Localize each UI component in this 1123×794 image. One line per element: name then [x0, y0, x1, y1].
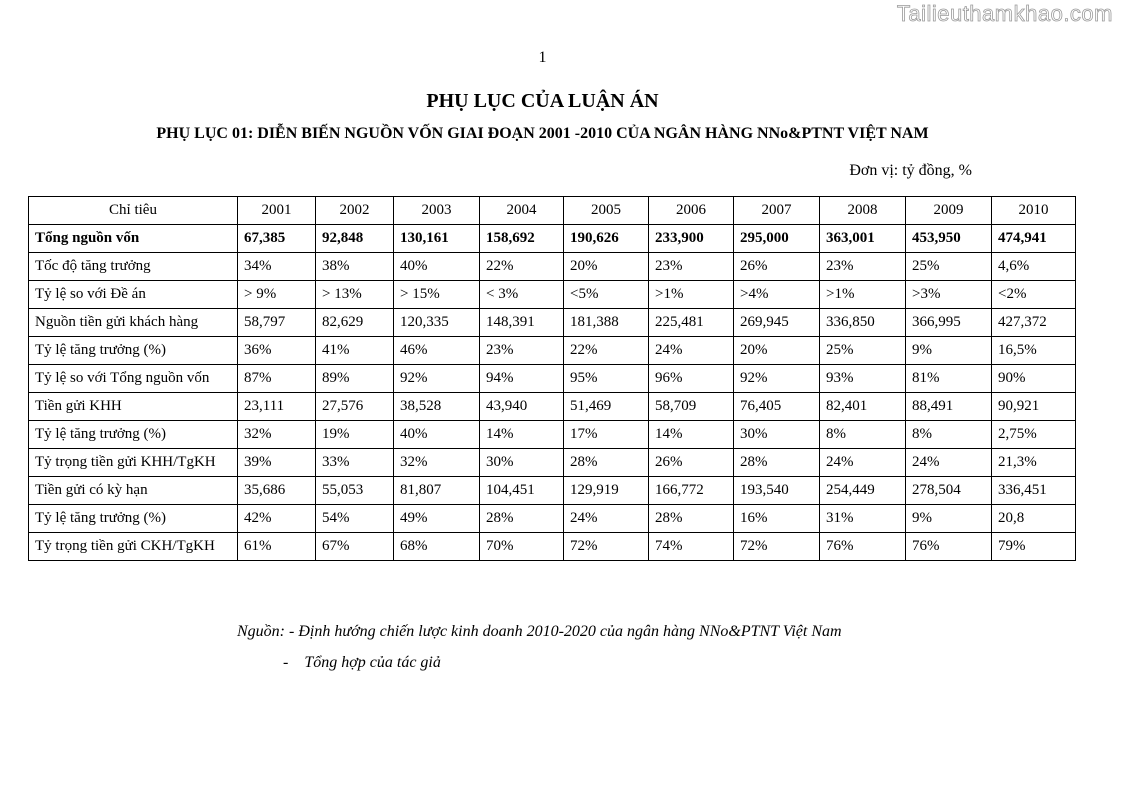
- table-cell: 28%: [734, 449, 820, 477]
- table-cell: 22%: [480, 253, 564, 281]
- table-cell: 88,491: [906, 393, 992, 421]
- table-cell: 94%: [480, 365, 564, 393]
- table-row: [29, 505, 1076, 533]
- table-cell: > 15%: [394, 281, 480, 309]
- table-cell: 46%: [394, 337, 480, 365]
- table-cell: 363,001: [820, 225, 906, 253]
- table-cell: 26%: [734, 253, 820, 281]
- table-cell: 90,921: [992, 393, 1076, 421]
- table-row: [29, 309, 1076, 337]
- table-cell: 72%: [564, 533, 649, 561]
- table-row: [29, 449, 1076, 477]
- table-cell: 96%: [649, 365, 734, 393]
- page-number: 1: [538, 49, 547, 66]
- table-cell: 27,576: [316, 393, 394, 421]
- table-cell: 40%: [394, 421, 480, 449]
- table-cell: 23%: [820, 253, 906, 281]
- table-cell: 74%: [649, 533, 734, 561]
- table-cell: 14%: [480, 421, 564, 449]
- table-cell: 21,3%: [992, 449, 1076, 477]
- table-cell: 28%: [480, 505, 564, 533]
- table-cell: 24%: [564, 505, 649, 533]
- table-cell: 120,335: [394, 309, 480, 337]
- table-cell: 190,626: [564, 225, 649, 253]
- table-cell: 453,950: [906, 225, 992, 253]
- table-cell: 58,709: [649, 393, 734, 421]
- table-cell: 336,850: [820, 309, 906, 337]
- table-cell: 28%: [564, 449, 649, 477]
- table-cell: 95%: [564, 365, 649, 393]
- table-cell: 61%: [238, 533, 316, 561]
- table-cell: 76%: [820, 533, 906, 561]
- table-cell: 4,6%: [992, 253, 1076, 281]
- column-header: 2006: [649, 197, 734, 225]
- table-cell: 254,449: [820, 477, 906, 505]
- column-header: 2003: [394, 197, 480, 225]
- table-cell: 16,5%: [992, 337, 1076, 365]
- table-cell: 24%: [820, 449, 906, 477]
- row-label: Tổng nguồn vốn: [29, 225, 238, 253]
- row-label: Tỷ trọng tiền gửi KHH/TgKH: [29, 449, 238, 477]
- column-header: 2004: [480, 197, 564, 225]
- table-cell: 148,391: [480, 309, 564, 337]
- table-cell: 87%: [238, 365, 316, 393]
- table-cell: 225,481: [649, 309, 734, 337]
- column-header: 2008: [820, 197, 906, 225]
- table-cell: 158,692: [480, 225, 564, 253]
- table-cell: 72%: [734, 533, 820, 561]
- table-cell: 81,807: [394, 477, 480, 505]
- table-cell: 30%: [480, 449, 564, 477]
- table-cell: 92%: [394, 365, 480, 393]
- table-cell: 20%: [734, 337, 820, 365]
- table-cell: 70%: [480, 533, 564, 561]
- table-cell: 193,540: [734, 477, 820, 505]
- table-cell: 2,75%: [992, 421, 1076, 449]
- table-cell: 76%: [906, 533, 992, 561]
- table-cell: 104,451: [480, 477, 564, 505]
- table-row: [29, 337, 1076, 365]
- table-row: [29, 477, 1076, 505]
- unit-label: Đơn vị: tỷ đồng, %: [849, 162, 972, 179]
- table-cell: 76,405: [734, 393, 820, 421]
- row-label: Nguồn tiền gửi khách hàng: [29, 309, 238, 337]
- table-cell: >3%: [906, 281, 992, 309]
- table-cell: 49%: [394, 505, 480, 533]
- row-label: Tốc độ tăng trưởng: [29, 253, 238, 281]
- table-cell: 42%: [238, 505, 316, 533]
- table-cell: >1%: [820, 281, 906, 309]
- appendix-subtitle: PHỤ LỤC 01: DIỄN BIẾN NGUỒN VỐN GIAI ĐOẠN 2001 -2010 CỦA NGÂN HÀNG NNo&PTNT VIỆT NAM: [156, 125, 929, 142]
- table-cell: 79%: [992, 533, 1076, 561]
- source-item: [283, 654, 441, 672]
- table-cell: 23,111: [238, 393, 316, 421]
- table-cell: 67%: [316, 533, 394, 561]
- table-cell: 24%: [906, 449, 992, 477]
- table-cell: 166,772: [649, 477, 734, 505]
- table-cell: 336,451: [992, 477, 1076, 505]
- table-cell: 16%: [734, 505, 820, 533]
- table-cell: 68%: [394, 533, 480, 561]
- table-header-row: [29, 197, 1076, 225]
- table-row: [29, 533, 1076, 561]
- capital-table: [28, 196, 1076, 561]
- row-label: Tỷ lệ tăng trưởng (%): [29, 505, 238, 533]
- table-cell: 67,385: [238, 225, 316, 253]
- table-cell: 22%: [564, 337, 649, 365]
- table-cell: 26%: [649, 449, 734, 477]
- table-cell: 25%: [906, 253, 992, 281]
- row-label: Tỷ trọng tiền gửi CKH/TgKH: [29, 533, 238, 561]
- table-cell: 32%: [394, 449, 480, 477]
- table-cell: 28%: [649, 505, 734, 533]
- table-cell: 81%: [906, 365, 992, 393]
- table-cell: 54%: [316, 505, 394, 533]
- table-cell: 82,629: [316, 309, 394, 337]
- row-label: Tỷ lệ tăng trưởng (%): [29, 337, 238, 365]
- table-row: [29, 393, 1076, 421]
- source-note: Nguồn: - Định hướng chiến lược kinh doanh 2010-2020 của ngân hàng NNo&PTNT Việt Nam: [237, 623, 842, 640]
- table-cell: 17%: [564, 421, 649, 449]
- row-label: Tiền gửi có kỳ hạn: [29, 477, 238, 505]
- row-label: Tỷ lệ so với Tổng nguồn vốn: [29, 365, 238, 393]
- table-cell: >4%: [734, 281, 820, 309]
- table-cell: 427,372: [992, 309, 1076, 337]
- table-cell: 474,941: [992, 225, 1076, 253]
- column-header: 2007: [734, 197, 820, 225]
- table-cell: 20,8: [992, 505, 1076, 533]
- table-cell: 366,995: [906, 309, 992, 337]
- column-header: 2001: [238, 197, 316, 225]
- column-header: 2010: [992, 197, 1076, 225]
- table-cell: 20%: [564, 253, 649, 281]
- table-cell: 269,945: [734, 309, 820, 337]
- table-cell: 40%: [394, 253, 480, 281]
- table-cell: 129,919: [564, 477, 649, 505]
- table-row: [29, 281, 1076, 309]
- column-header: 2005: [564, 197, 649, 225]
- table-cell: 8%: [820, 421, 906, 449]
- column-header: Chỉ tiêu: [29, 197, 238, 225]
- table-cell: 130,161: [394, 225, 480, 253]
- table-cell: 43,940: [480, 393, 564, 421]
- table-cell: 36%: [238, 337, 316, 365]
- table-cell: <2%: [992, 281, 1076, 309]
- table-cell: <5%: [564, 281, 649, 309]
- table-cell: 93%: [820, 365, 906, 393]
- table-cell: >1%: [649, 281, 734, 309]
- table-cell: 39%: [238, 449, 316, 477]
- table-row: [29, 365, 1076, 393]
- table-cell: 8%: [906, 421, 992, 449]
- table-cell: 41%: [316, 337, 394, 365]
- table-row: [29, 225, 1076, 253]
- table-cell: 35,686: [238, 477, 316, 505]
- table-cell: 278,504: [906, 477, 992, 505]
- table-cell: 89%: [316, 365, 394, 393]
- row-label: Tỷ lệ tăng trưởng (%): [29, 421, 238, 449]
- table-cell: 34%: [238, 253, 316, 281]
- table-cell: 19%: [316, 421, 394, 449]
- source-item-text: Tổng hợp của tác giả: [304, 654, 441, 671]
- table-cell: 295,000: [734, 225, 820, 253]
- row-label: Tỷ lệ so với Đề án: [29, 281, 238, 309]
- table-cell: 181,388: [564, 309, 649, 337]
- table-cell: 55,053: [316, 477, 394, 505]
- table-cell: 9%: [906, 505, 992, 533]
- table-cell: 23%: [480, 337, 564, 365]
- row-label: Tiền gửi KHH: [29, 393, 238, 421]
- table-cell: 32%: [238, 421, 316, 449]
- table-row: [29, 421, 1076, 449]
- table-cell: 58,797: [238, 309, 316, 337]
- column-header: 2002: [316, 197, 394, 225]
- table-cell: < 3%: [480, 281, 564, 309]
- table-cell: 23%: [649, 253, 734, 281]
- table-cell: 82,401: [820, 393, 906, 421]
- table-row: [29, 253, 1076, 281]
- source-dash: -: [283, 654, 289, 671]
- table-cell: 233,900: [649, 225, 734, 253]
- table-cell: 51,469: [564, 393, 649, 421]
- table-cell: 92,848: [316, 225, 394, 253]
- table-cell: > 9%: [238, 281, 316, 309]
- table-cell: > 13%: [316, 281, 394, 309]
- page-title: PHỤ LỤC CỦA LUẬN ÁN: [426, 90, 659, 112]
- watermark: Tailieuthamkhao.com: [896, 1, 1113, 26]
- table-cell: 38%: [316, 253, 394, 281]
- table-cell: 31%: [820, 505, 906, 533]
- table-cell: 9%: [906, 337, 992, 365]
- table-cell: 33%: [316, 449, 394, 477]
- table-cell: 30%: [734, 421, 820, 449]
- table-cell: 14%: [649, 421, 734, 449]
- table-cell: 38,528: [394, 393, 480, 421]
- table-cell: 24%: [649, 337, 734, 365]
- table-cell: 92%: [734, 365, 820, 393]
- column-header: 2009: [906, 197, 992, 225]
- table-cell: 90%: [992, 365, 1076, 393]
- table-cell: 25%: [820, 337, 906, 365]
